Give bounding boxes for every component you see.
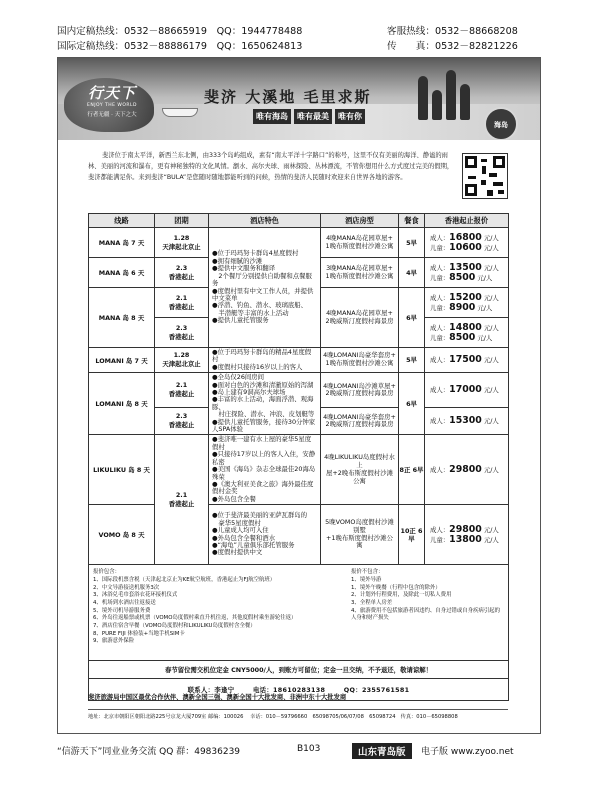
- price-cell: 成人：17500 元/人: [425, 348, 509, 373]
- meal-cell: 4早: [399, 258, 425, 288]
- meal-cell: 10正 6早: [399, 505, 425, 565]
- room-type-cell: 4晚LIKULIKU岛度假村水上 屋+2晚布斯度假村沙滩公寓: [321, 435, 399, 505]
- table-row: [89, 373, 509, 408]
- edition-badge: 山东青岛版: [352, 743, 412, 759]
- table-row: [89, 348, 509, 373]
- address-line: 地址：北京市朝阳区朝阳北路225号京龙大厦709室 邮编：100026 幸话：010－59796660 65098705/06/07/08 65098724 传真：010－65098808: [88, 709, 508, 720]
- departure-cell: 1.28 天津起北京止: [155, 228, 209, 258]
- header-route: 线路: [89, 214, 155, 228]
- domestic-hotline: 国内定稿热线：0532－88665919 QQ：1944778488: [57, 26, 303, 37]
- table-row: [89, 435, 509, 505]
- price-notes-cell: [89, 565, 509, 661]
- cruise-ship-icon: [162, 108, 198, 117]
- payment-note: 春节留位需交机位定金 CNY5000/人，到账方可留位；定金一旦交纳，不予退还，敬请谅解！: [89, 661, 509, 679]
- slogan-row: [253, 109, 365, 124]
- departure-cell: 2.1 香港起止: [155, 288, 209, 318]
- logo-tagline: 行者无疆 · 天下之大: [87, 112, 137, 118]
- meal-cell: 8正 6早: [399, 435, 425, 505]
- service-hotline: 客服热线：0532－88668208: [387, 26, 518, 37]
- header-hotel-features: 酒店特色: [209, 214, 321, 228]
- hotel-features-cell: ●位于玛玛努卡群岛的精品4星度假村 ●度假村只接待16岁以上的客人: [209, 348, 321, 373]
- header-departure: 团期: [155, 214, 209, 228]
- contact-phone: 电话：18610283138: [252, 686, 326, 695]
- meal-cell: 6早: [399, 288, 425, 348]
- table-row: [89, 228, 509, 258]
- hotel-features-cell: ●位于斐济最美丽的亚萨瓦群岛的 豪华5星度假村 ●儿童成人均可入住 ●外岛包含全餐和酒水 ●“海龟”儿童俱乐部托管服务 ●度假村提供中文: [209, 505, 321, 565]
- room-type-cell: 4晚MANA岛花园草屋+ 2晚威斯汀度假村海景房: [321, 288, 399, 348]
- contact-person: 联系人：李逢宁: [187, 686, 235, 695]
- awards-line: 斐济旅游局中国区最优合作伙伴、澳新全国三强、澳新全国十大批发商、非洲中东十大批发商: [88, 694, 347, 701]
- route-cell: MANA 岛 6 天: [89, 258, 155, 288]
- departure-cell: 1.28 天津起北京止: [155, 348, 209, 373]
- brand-logo: [84, 82, 140, 128]
- meal-cell: 6早: [399, 373, 425, 435]
- qr-code-icon: [462, 153, 508, 199]
- logo-main-text: 行天下: [87, 84, 136, 102]
- price-cell: 成人：29800 元/人 儿童：13800 元/人: [425, 505, 509, 565]
- price-cell: 成人：14800 元/人 儿童：8500 元/人: [425, 318, 509, 348]
- website-text: 电子版 www.zyoo.net: [421, 747, 514, 757]
- route-price-table: [88, 213, 509, 701]
- meal-cell: 5早: [399, 348, 425, 373]
- header-room-type: 酒店房型: [321, 214, 399, 228]
- price-cell: 成人：16800 元/人 儿童：10600 元/人: [425, 228, 509, 258]
- price-cell: 成人：17000 元/人: [425, 373, 509, 408]
- payment-row: [89, 661, 509, 679]
- banner: [58, 58, 540, 140]
- fax-line: 传 真：0532－82821226: [387, 41, 518, 52]
- excluded-list: 报价不包含： 1、境外导游 1、境外午晚餐（行程中包含的除外） 2、计划外行程费用，及除此一切私人费用 3、全程单人房差 4、旅游费用不包括旅游者因违约、自身过错或自身疾病引起的人身和财产损失: [351, 569, 500, 622]
- route-cell: LOMANI 岛 8 天: [89, 373, 155, 435]
- header-meals: 餐食: [399, 214, 425, 228]
- advertisement-page: [57, 57, 541, 734]
- room-type-cell: 5晚VOMO岛度假村沙滩别墅 +1晚布斯度假村沙滩公寓: [321, 505, 399, 565]
- notes-row: [89, 565, 509, 661]
- hotel-features-cell: ●全岛仅26间房间 ●面对白色的沙滩和清澈原始的泻湖 ●岛上建有9洞高尔夫球场 ●丰富的水上活动，海面浮潜、观海豚、 村庄探险、潜水、冲浪、皮划艇等 ●提供儿童托管服务，接待30分钟家人SPA体验: [209, 373, 321, 435]
- slogan-2: 唯有最美: [294, 109, 332, 124]
- route-cell: VOMO 岛 8 天: [89, 505, 155, 565]
- slogan-1: 唯有海岛: [253, 109, 291, 124]
- table-header-row: [89, 214, 509, 228]
- price-cell: 成人：13500 元/人 儿童：8500 元/人: [425, 258, 509, 288]
- room-type-cell: 4晚LOMANI岛豪华套房+ 2晚威斯汀度假村海景房: [321, 408, 399, 435]
- page-number: B103: [297, 744, 321, 754]
- room-type-cell: 3晚MANA岛花园草屋+ 1晚布斯度假村沙滩公寓: [321, 258, 399, 288]
- route-cell: MANA 岛 7 天: [89, 228, 155, 258]
- intl-hotline: 国际定稿热线：0532－88886179 QQ：1650624813: [57, 41, 303, 52]
- hotel-features-cell: ●斐济唯一建有水上屋的豪华5星度假村 ●只接待17岁以上的客人入住，安静私密 ●美国《海岛》杂志全球最佳20海岛殊荣 ●《澳大利亚美食之旅》海外最佳度假村金奖 ●外岛包含全餐: [209, 435, 321, 505]
- island-seal-badge: 海岛: [484, 107, 518, 140]
- route-cell: LOMANI 岛 7 天: [89, 348, 155, 373]
- hotel-features-cell: ●位于玛玛努卡群岛4星度假村 ●拥有细腻的沙滩 ●提供中文服务和翻译 2个餐厅分别提供自助餐和点餐服务 ●度假村里有中文工作人员，并提供中文菜单 ●浮潜、钓鱼、潜水、玻璃底船、 半潜艇等丰富的水上活动 ●提供儿童托管服务: [209, 228, 321, 348]
- intro-paragraph: 斐济位于南太平洋，新西兰东北侧，由333个岛屿组成，素有“南太平洋十字路口”的称号，这里不仅有美丽的海洋、静谧的雨林、美丽的河流和瀑布，更有神秘独特的文化风情。瀏水、高尔夫球、雨林探险、丛林漂流，不管你想用什么方式度过完美的假期，斐济都能满足你。来到斐济“BULA”是您随时随地都能听到的问候，热情的斐济人民随时欢迎来自世界各地的游客。: [88, 152, 454, 181]
- departure-cell: 2.1 香港起止: [155, 373, 209, 408]
- qq-group-text: “信游天下”同业业务交流 QQ 群：49836239: [57, 747, 241, 757]
- room-type-cell: 4晚LOMANI岛沙滩草屋+ 2晚威斯汀度假村海景房: [321, 373, 399, 408]
- departure-cell: 2.3 香港起止: [155, 258, 209, 288]
- banner-headline: 斐济 大溪地 毛里求斯: [204, 88, 372, 106]
- route-cell: MANA 岛 8 天: [89, 288, 155, 348]
- price-cell: 成人：15300 元/人: [425, 408, 509, 435]
- family-photo: [416, 62, 476, 120]
- departure-cell: 2.3 香港起止: [155, 318, 209, 348]
- meal-cell: 5早: [399, 228, 425, 258]
- logo-sub-text: ENJOY THE WORLD: [86, 103, 137, 108]
- room-type-cell: 4晚LOMANI岛豪华套房+ 1晚布斯度假村沙滩公寓: [321, 348, 399, 373]
- price-cell: 成人：15200 元/人 儿童：8900 元/人: [425, 288, 509, 318]
- contact-qq: QQ：2355761581: [343, 686, 410, 695]
- included-list: 报价包含： 1、国际段机票含税（天津起北京止为KE航空航班，香港起止为FJ航空航班） 2、中文导游接送机服务3次 3、沐浴兑毛巾套浴衣花环接机仪式 4、机场到水酒店往返接送 5、境外司机导游服务费 6、外岛往返船票或机票（VOMO岛度假村乘直升机往返，其他度假村乘坐游轮往返） 7、酒店住宿含早餐（VOMO岛度假村和LIKULIKU岛度假村含全餐） 8、PURE FIJI 体验装+当地手机SIM卡 9、旅游意外保险: [93, 569, 297, 645]
- departure-cell: 2.3 香港起止: [155, 408, 209, 435]
- departure-cell: 2.1 香港起止: [155, 435, 209, 565]
- room-type-cell: 4晚MANA岛花园草屋+ 1晚布斯度假村沙滩公寓: [321, 228, 399, 258]
- header-price: 香港起止报价: [425, 214, 509, 228]
- route-cell: LIKULIKU 岛 8 天: [89, 435, 155, 505]
- slogan-3: 唯有你: [335, 109, 365, 124]
- page-footer: [0, 743, 595, 759]
- price-cell: 成人：29800 元/人: [425, 435, 509, 505]
- table-row: [89, 505, 509, 565]
